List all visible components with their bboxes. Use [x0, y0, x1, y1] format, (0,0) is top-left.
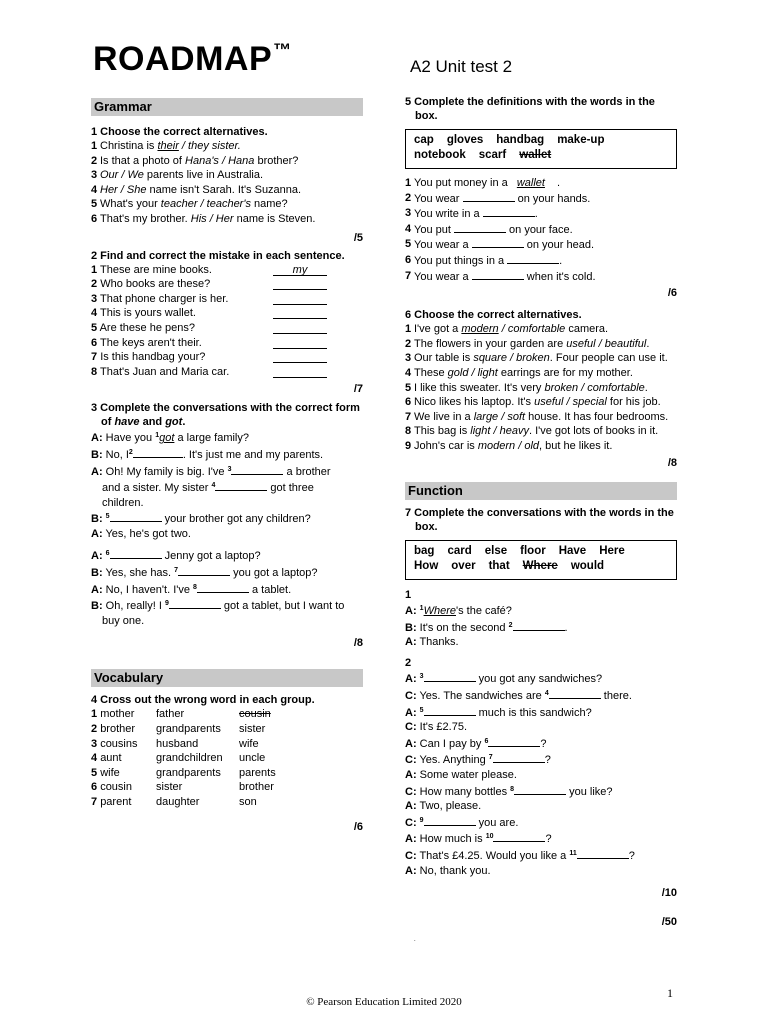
exercise-6-item: 1 I've got a modern / comfortable camera.	[405, 323, 609, 336]
answer-line: my	[273, 263, 327, 276]
exercise-4-instruction: 4 Cross out the wrong word in each group.	[91, 694, 315, 707]
exercise-3-conversation-1: A: Have you $^1$got a large family? B: No, $I^2$ . It's just me and my parents. A: Oh! My family is big. I've $^3$ a brother and a sister. My sister $^4$ got three children. B: $^5$ your brother got any children? A: Yes, he's got two.	[91, 432, 331, 540]
page-number: 1	[667, 986, 673, 1000]
exercise-2-item: 4 This is yours wallet.	[91, 306, 363, 321]
exercise-5-item: 7 You wear a when it's cold.	[405, 269, 596, 283]
answer-line[interactable]	[273, 336, 327, 349]
answer-line[interactable]	[273, 365, 327, 378]
exercise-6-item: 5 I like this sweater. It's very broken / comfortable.	[405, 381, 648, 394]
exercise-6-item: 3 Our table is square / broken. Four people can use it.	[405, 352, 668, 365]
stray-mark: .	[414, 937, 416, 943]
answer-line[interactable]	[273, 292, 327, 305]
exercise-2-item: 8 That's Juan and Maria car.	[91, 365, 363, 380]
exercise-4-row: 7 parent daughter son	[91, 796, 257, 808]
exercise-1-item: 2 Is that a photo of Hana's / Hana brother?	[91, 154, 299, 167]
used-word: Where	[522, 559, 558, 572]
exercise-2-score: /7	[353, 383, 363, 396]
exercise-7-score: /10	[661, 887, 677, 900]
exercise-2-item: 1 These are mine books. my	[91, 263, 363, 278]
exercise-6-item: 2 The flowers in your garden are useful / beautiful.	[405, 337, 650, 350]
exercise-3-instruction: 3 Complete the conversations with the correct form of have and got.	[91, 402, 360, 429]
exercise-6-score: /8	[667, 456, 677, 469]
exercise-1-score: /5	[353, 231, 363, 244]
exercise-4-row: 1 mother father cousin	[91, 707, 363, 722]
exercise-6-instruction: 6 Choose the correct alternatives.	[405, 309, 582, 322]
example-answer: their	[157, 140, 179, 152]
test-title: A2 Unit test 2	[410, 57, 513, 76]
copyright-footer: © Pearson Education Limited 2020	[306, 996, 462, 1008]
exercise-1-item: 4 Her / She name isn't Sarah. It's Suzanna.	[91, 183, 302, 196]
exercise-5-instruction: 5 Complete the definitions with the words in the box.	[405, 96, 655, 122]
exercise-6-item: 9 John's car is modern / old, but he likes it.	[405, 439, 613, 452]
example-answer: wallet	[516, 177, 545, 189]
exercise-7-conversation-2: A: $^3$ you got any sandwiches? C: Yes. The sandwiches are $^4$ there. A: $^5$ much is this sandwich? C: It's £2.75. A: Can I pay by $^6$ ? C: Yes. Anything $^7$ ? A: Some water please. C: How many bottles $^8$ you like? A: Two, please. C: $^9$ you are. A: How much is $^{10}$ ? C: That's £4.25. Would you like a $^{11}$ ? A: No, thank you.	[405, 673, 635, 877]
exercise-4-row: 5 wife grandparents parents	[91, 766, 276, 779]
exercise-5-word-box: cap gloves handbag make-up notebook scarf wallet	[405, 129, 677, 169]
exercise-6-item: 8 This bag is light / heavy. I've got lots of books in it.	[405, 425, 659, 438]
exercise-1-instruction: 1 Choose the correct alternatives.	[91, 126, 268, 138]
answer-line[interactable]	[273, 306, 327, 319]
exercise-4-row: 6 cousin sister brother	[91, 781, 274, 794]
exercise-2-item: 3 That phone charger is her.	[91, 292, 363, 307]
answer-line[interactable]	[273, 321, 327, 334]
exercise-1-item: 6 That's my brother. His / Her name is Steven.	[91, 212, 316, 225]
right-column	[405, 95, 677, 929]
exercise-4-score: /6	[353, 820, 363, 833]
function-band: Function	[405, 482, 677, 500]
exercise-5-item: 1 You put money in a wallet .	[405, 177, 561, 189]
exercise-5-item: 3 You write in a .	[405, 207, 538, 221]
exercise-5-score: /6	[667, 287, 677, 300]
exercise-4-row: 3 cousins husband wife	[91, 737, 259, 750]
example-answer: modern	[461, 323, 499, 336]
exercise-2-instruction: 2 Find and correct the mistake in each sentence.	[91, 249, 345, 262]
exercise-2-item: 2 Who books are these?	[91, 277, 363, 292]
trademark-symbol: ™	[273, 40, 292, 60]
used-word: wallet	[519, 149, 552, 161]
exercise-3-score: /8	[353, 637, 363, 650]
conversation-2-number: 2	[405, 656, 412, 669]
exercise-4-row: 4 aunt grandchildren uncle	[91, 752, 266, 765]
exercise-7-word-box: bag card else floor Have Here How over that Where would	[405, 540, 677, 580]
exercise-6-item: 6 Nico likes his laptop. It's useful / special for his job.	[405, 396, 661, 409]
exercise-1-item: 5 What's your teacher / teacher's name?	[91, 198, 288, 211]
exercise-4-row: 2 brother grandparents sister	[91, 723, 266, 736]
answer-line[interactable]	[273, 277, 327, 290]
vocabulary-band: Vocabulary	[91, 669, 363, 687]
roadmap-logo	[93, 40, 292, 79]
exercise-5-item: 5 You wear a on your head.	[405, 238, 595, 252]
exercise-6-item: 7 We live in a large / soft house. It has four bedrooms.	[405, 410, 669, 423]
exercise-1-item: 3 Our / We parents live in Australia.	[91, 169, 264, 182]
exercise-5-item: 2 You wear on your hands.	[405, 191, 591, 205]
exercise-7-conversation-1: A: $^1$Where's the café? B: It's on the second $^2$ . A: Thanks.	[405, 605, 568, 649]
exercise-2-item: 6 The keys aren't their.	[91, 336, 363, 351]
conversation-1-number: 1	[405, 588, 412, 601]
left-column	[91, 98, 363, 834]
exercise-5-item: 4 You put on your face.	[405, 222, 573, 236]
exercise-3-conversation-2: A: $^6$ Jenny got a laptop? B: Yes, she has. $^7$ you got a laptop? A: No, I haven't. I've $^8$ a tablet. B: Oh, really! I $^9$ got a tablet, but I want to buy one.	[91, 550, 345, 627]
exercise-7-instruction: 7 Complete the conversations with the words in the box.	[405, 506, 674, 533]
exercise-6-item: 4 These gold / light earrings are for my mother.	[405, 366, 633, 379]
total-score: /50	[661, 916, 677, 929]
grammar-band: Grammar	[91, 98, 363, 116]
exercise-2-item: 5 Are these he pens?	[91, 321, 363, 336]
crossed-out-word: cousin	[239, 708, 271, 721]
logo-text: ROADMAP	[93, 40, 273, 78]
exercise-5-item: 6 You put things in a .	[405, 253, 563, 267]
answer-line[interactable]	[273, 350, 327, 363]
exercise-2-item: 7 Is this handbag your?	[91, 350, 363, 365]
exercise-1-item: 1 Christina is their / they sister.	[91, 140, 241, 152]
